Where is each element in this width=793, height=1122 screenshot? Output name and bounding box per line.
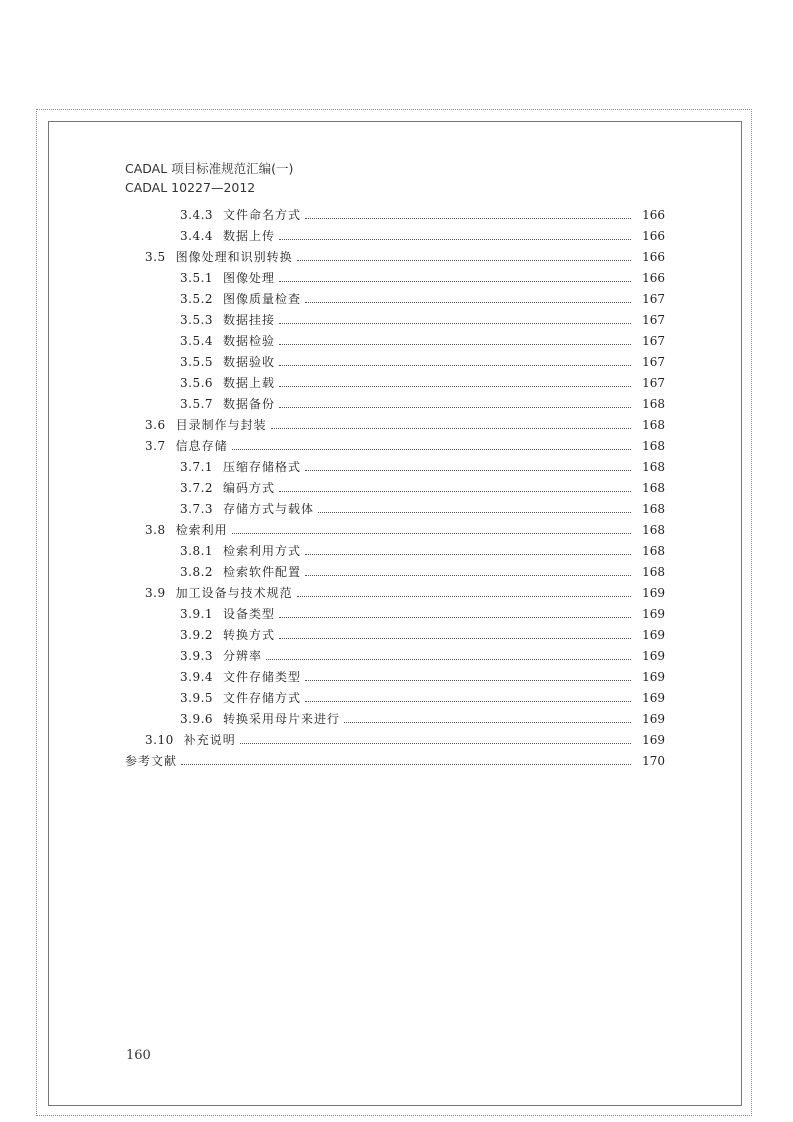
toc-entry-number: 3.9.1 xyxy=(180,607,214,621)
toc-entry-title: 文件存储方式 xyxy=(223,691,302,705)
toc-entry-number: 3.9.6 xyxy=(180,712,214,726)
toc-entry-page: 166 xyxy=(642,271,665,285)
toc-entry xyxy=(145,417,665,433)
toc-entry xyxy=(180,228,665,244)
toc-entry-page: 169 xyxy=(642,649,665,663)
toc-entry-number: 3.7.3 xyxy=(180,502,214,516)
toc-entry-number: 3.9 xyxy=(145,586,166,600)
toc-entry-number: 3.9.5 xyxy=(180,691,214,705)
toc-entry-page: 167 xyxy=(642,292,665,306)
toc-entry-title: 数据检验 xyxy=(223,334,276,348)
toc-entry-number: 3.9.3 xyxy=(180,649,214,663)
toc-leader-dots xyxy=(305,575,631,576)
toc-entry xyxy=(180,291,665,307)
toc-leader-dots xyxy=(271,428,631,429)
running-head-standard: CADAL 10227—2012 xyxy=(125,180,256,195)
toc-entry-number: 3.6 xyxy=(145,418,166,432)
toc-entry-number: 3.4.4 xyxy=(180,229,214,243)
toc-entry xyxy=(180,396,665,412)
toc-entry xyxy=(145,732,665,748)
toc-leader-dots xyxy=(318,512,631,513)
toc-entry-number: 3.10 xyxy=(145,733,174,747)
toc-entry-number: 3.5.1 xyxy=(180,271,214,285)
toc-entry-page: 169 xyxy=(642,670,665,684)
toc-entry xyxy=(180,375,665,391)
toc-entry-number: 3.5.3 xyxy=(180,313,214,327)
toc-entry-title: 图像质量检查 xyxy=(223,292,302,306)
toc-entry-page: 167 xyxy=(642,355,665,369)
toc-leader-dots xyxy=(305,701,631,702)
toc-entry-number: 3.5.7 xyxy=(180,397,214,411)
toc-entry-number: 3.5.4 xyxy=(180,334,214,348)
toc-entry-title: 检索软件配置 xyxy=(223,565,302,579)
toc-entry-title: 文件命名方式 xyxy=(223,208,302,222)
toc-entry-page: 168 xyxy=(642,544,665,558)
toc-entry-page: 168 xyxy=(642,397,665,411)
toc-leader-dots xyxy=(279,281,631,282)
toc-leader-dots xyxy=(181,764,631,765)
toc-entry-title: 数据备份 xyxy=(223,397,276,411)
toc-leader-dots xyxy=(305,680,631,681)
toc-entry xyxy=(180,627,665,643)
toc-entry xyxy=(180,501,665,517)
toc-entry xyxy=(125,753,665,769)
toc-entry-page: 168 xyxy=(642,418,665,432)
toc-entry-title: 转换方式 xyxy=(223,628,276,642)
toc-entry-number: 3.8.2 xyxy=(180,565,214,579)
toc-entry-title: 转换采用母片来进行 xyxy=(223,712,341,726)
toc-entry-number: 3.4.3 xyxy=(180,208,214,222)
running-head-title: CADAL 项目标准规范汇编(一) xyxy=(125,161,294,176)
toc-leader-dots xyxy=(344,722,631,723)
page-number: 160 xyxy=(126,1048,151,1063)
toc-entry-page: 168 xyxy=(642,523,665,537)
toc-entry-title: 数据验收 xyxy=(223,355,276,369)
toc-leader-dots xyxy=(279,344,631,345)
toc-entry xyxy=(180,207,665,223)
toc-entry-title: 补充说明 xyxy=(183,733,236,747)
toc-entry-page: 169 xyxy=(642,607,665,621)
toc-entry-title: 信息存储 xyxy=(175,439,228,453)
toc-entry-page: 168 xyxy=(642,439,665,453)
toc-leader-dots xyxy=(279,617,631,618)
toc-entry-page: 166 xyxy=(642,250,665,264)
toc-entry xyxy=(180,606,665,622)
toc-entry-title: 数据挂接 xyxy=(223,313,276,327)
toc-leader-dots xyxy=(297,260,631,261)
toc-entry-page: 169 xyxy=(642,712,665,726)
toc-entry-page: 168 xyxy=(642,460,665,474)
toc-leader-dots xyxy=(279,365,631,366)
toc-entry xyxy=(180,648,665,664)
toc-entry-page: 170 xyxy=(642,754,665,768)
toc-leader-dots xyxy=(297,596,631,597)
toc-entry-number: 3.9.4 xyxy=(180,670,214,684)
toc-entry-page: 169 xyxy=(642,733,665,747)
toc-entry-title: 数据上传 xyxy=(223,229,276,243)
toc-leader-dots xyxy=(279,239,631,240)
toc-leader-dots xyxy=(279,323,631,324)
toc-entry xyxy=(180,690,665,706)
toc-entry-number: 3.8 xyxy=(145,523,166,537)
toc-entry-title: 参考文献 xyxy=(125,754,178,768)
toc-entry-page: 169 xyxy=(642,628,665,642)
toc-entry-page: 168 xyxy=(642,481,665,495)
toc-entry-page: 166 xyxy=(642,208,665,222)
toc-entry xyxy=(180,333,665,349)
toc-leader-dots xyxy=(305,218,631,219)
toc-entry-number: 3.7.2 xyxy=(180,481,214,495)
toc-leader-dots xyxy=(266,659,631,660)
toc-leader-dots xyxy=(279,407,631,408)
toc-entry xyxy=(180,312,665,328)
toc-entry-page: 166 xyxy=(642,229,665,243)
toc-entry-page: 167 xyxy=(642,334,665,348)
toc-leader-dots xyxy=(232,533,631,534)
toc-entry-title: 分辨率 xyxy=(223,649,263,663)
toc-entry-title: 数据上载 xyxy=(223,376,276,390)
toc-entry xyxy=(180,543,665,559)
toc-entry xyxy=(180,564,665,580)
toc-entry-page: 167 xyxy=(642,376,665,390)
toc-entry-page: 167 xyxy=(642,313,665,327)
toc-entry-title: 图像处理和识别转换 xyxy=(175,250,293,264)
toc-entry xyxy=(180,270,665,286)
toc-leader-dots xyxy=(305,302,631,303)
toc-entry-title: 存储方式与载体 xyxy=(223,502,315,516)
toc-entry xyxy=(180,669,665,685)
toc-leader-dots xyxy=(240,743,631,744)
toc-entry-page: 168 xyxy=(642,502,665,516)
toc-entry-number: 3.7 xyxy=(145,439,166,453)
toc-entry-number: 3.7.1 xyxy=(180,460,214,474)
toc-entry-page: 169 xyxy=(642,586,665,600)
toc-entry-title: 检索利用方式 xyxy=(223,544,302,558)
toc-entry xyxy=(180,480,665,496)
toc-entry-title: 文件存储类型 xyxy=(223,670,302,684)
toc-entry-number: 3.5.6 xyxy=(180,376,214,390)
toc-entry-number: 3.5.5 xyxy=(180,355,214,369)
toc-entry-title: 加工设备与技术规范 xyxy=(175,586,293,600)
toc-entry xyxy=(145,438,665,454)
toc-entry xyxy=(180,459,665,475)
toc-leader-dots xyxy=(279,638,631,639)
toc-entry-page: 169 xyxy=(642,691,665,705)
toc-leader-dots xyxy=(279,386,631,387)
toc-entry-title: 编码方式 xyxy=(223,481,276,495)
toc-entry-title: 图像处理 xyxy=(223,271,276,285)
toc-entry-number: 3.5.2 xyxy=(180,292,214,306)
toc-leader-dots xyxy=(305,470,631,471)
toc-entry xyxy=(145,249,665,265)
toc-leader-dots xyxy=(305,554,631,555)
toc-entry-number: 3.5 xyxy=(145,250,166,264)
toc-entry xyxy=(145,522,665,538)
toc-entry xyxy=(180,711,665,727)
toc-entry-title: 压缩存储格式 xyxy=(223,460,302,474)
toc-entry-page: 168 xyxy=(642,565,665,579)
toc-entry-title: 目录制作与封装 xyxy=(175,418,267,432)
toc-entry xyxy=(180,354,665,370)
toc-entry-number: 3.8.1 xyxy=(180,544,214,558)
toc-entry-title: 设备类型 xyxy=(223,607,276,621)
toc-entry-number: 3.9.2 xyxy=(180,628,214,642)
toc-leader-dots xyxy=(279,491,631,492)
toc-leader-dots xyxy=(232,449,631,450)
toc-entry xyxy=(145,585,665,601)
toc-entry-title: 检索利用 xyxy=(175,523,228,537)
